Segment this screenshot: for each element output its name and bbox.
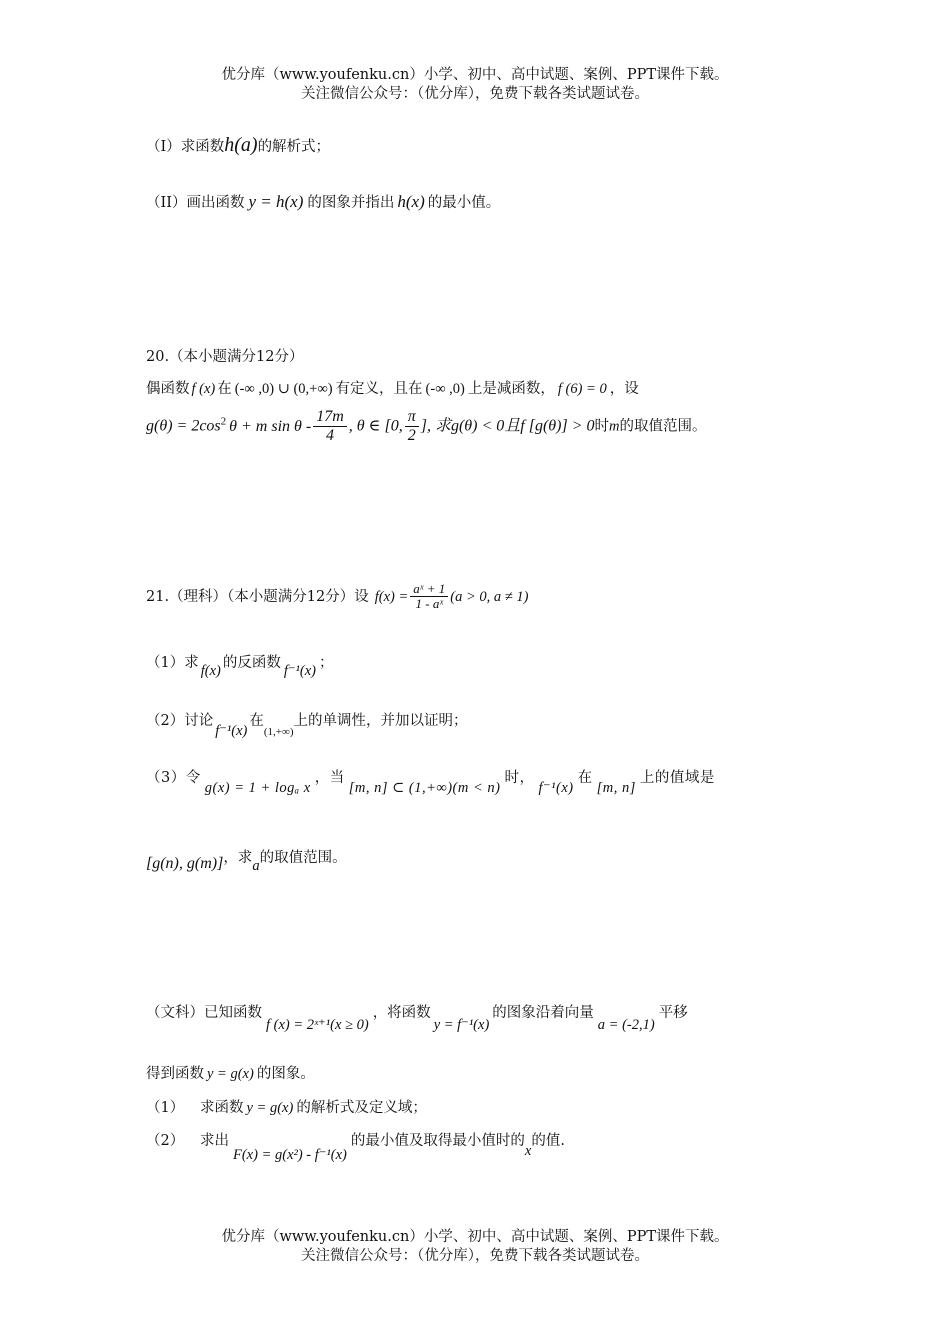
wenke-part1-text-b: 的解析式及定义域； <box>296 1100 427 1116</box>
q19-part2-label: （II）画出函数 <box>146 195 245 211</box>
q20-math-domain: (-∞ ,0) ∪ (0,+∞) <box>234 381 333 397</box>
q21-part2-math1: f⁻¹(x) <box>215 723 248 739</box>
q20-text-b: 在 <box>217 381 232 397</box>
q20-math-theta: , θ ∈ [0, <box>348 417 403 435</box>
q20-title: 20.（本小题满分12分） <box>146 349 304 365</box>
q21-part3-math2: [m, n] ⊂ (1,+∞)(m < n) <box>348 780 501 796</box>
q19-part2-math2: h(x) <box>397 192 425 211</box>
q20-pi-den: 2 <box>407 426 416 444</box>
wenke-line1 <box>146 1001 808 1033</box>
q21-part3-math3: f⁻¹(x) <box>538 780 574 796</box>
q20-fraction-pi <box>405 408 419 444</box>
wenke-l2-text-b: 的图象。 <box>256 1066 315 1082</box>
q21-f-fraction <box>410 582 448 612</box>
q21-part2-label: （2）讨论 <box>146 713 214 729</box>
footer-line-1: 优分库（www.youfenku.cn）小学、初中、高中试题、案例、PPT课件下载。 <box>221 1229 729 1245</box>
q20-math-interval: (-∞ ,0) <box>425 381 465 397</box>
q21-part3-cont <box>146 846 810 874</box>
q21-f-cond: (a > 0, a ≠ 1) <box>450 588 529 605</box>
q21-f-num: aˣ + 1 <box>410 582 448 597</box>
wenke-math-f: f (x) = 2ˣ⁺¹(x ≥ 0) <box>266 1017 369 1033</box>
q21-part3-text-d: 上的值域是 <box>639 770 715 786</box>
page-header <box>0 66 950 104</box>
q21-f-lhs: f(x) = <box>374 588 409 605</box>
wenke-math-finv: y = f⁻¹(x) <box>433 1017 490 1033</box>
q21-title: 21.（理科）（本小题满分12分）设 <box>146 588 369 605</box>
q20-fraction-17m <box>313 408 347 444</box>
q20-line1 <box>146 377 810 398</box>
header-line-2: 关注微信公众号：（优分库），免费下载各类试题试卷。 <box>301 86 649 102</box>
wenke-part2-text-c: 的值. <box>531 1133 565 1149</box>
q21-part1-tail: ； <box>318 655 334 671</box>
q21-f-den: 1 - aˣ <box>415 596 444 612</box>
q19-part2 <box>146 191 810 212</box>
q19-part1-tail: 的解析式； <box>257 139 331 155</box>
wenke-part1-math: y = g(x) <box>246 1100 294 1116</box>
q21-part3-math5: [g(n), g(m)] <box>146 855 224 872</box>
q20-math-g: g(θ) = 2cos <box>146 417 221 435</box>
q21-part3-math6: a <box>252 858 260 874</box>
wenke-part2-label: （2） <box>146 1133 185 1149</box>
q21-part3-label: （3）令 <box>146 770 201 786</box>
wenke-math-vector: a = (-2,1) <box>597 1017 655 1033</box>
q21-part1-math1: f(x) <box>200 663 221 679</box>
wenke-text-c: 的图象沿着向量 <box>492 1005 594 1021</box>
q20-text-c: 有定义，且在 <box>335 381 423 397</box>
q21-part2-tail: 上的单调性，并加以证明； <box>293 713 468 729</box>
q21-part3 <box>146 766 805 796</box>
q21-part3-text-e: ，求 <box>223 850 253 866</box>
q20-text-d: 上是减函数， <box>467 381 555 397</box>
q20-math-g2: θ + m sin θ - <box>229 417 312 435</box>
header-line-1: 优分库（www.youfenku.cn）小学、初中、高中试题、案例、PPT课件下载。 <box>221 67 729 83</box>
wenke-part2-text-a: 求出 <box>200 1133 229 1149</box>
q21-part1-mid: 的反函数 <box>222 655 281 671</box>
wenke-part2-math-x: x <box>524 1143 532 1159</box>
wenke-part2-text-b: 的最小值及取得最小值时的 <box>350 1133 525 1149</box>
q21-part3-text-f: 的取值范围。 <box>259 850 347 866</box>
q21-part2 <box>146 709 810 739</box>
q21-title-line <box>146 582 810 612</box>
q20-pi-num: π <box>405 408 419 427</box>
q19-part1-label: （I）求函数 <box>146 139 225 155</box>
q20-tail1: 时 <box>594 418 609 435</box>
q21-part2-mid: 在 <box>249 713 264 729</box>
wenke-l2-math: y = g(x) <box>207 1066 254 1082</box>
wenke-part1-label: （1） <box>146 1100 185 1116</box>
wenke-part2 <box>146 1129 810 1163</box>
footer-line-2: 关注微信公众号：（优分库），免费下载各类试题试卷。 <box>301 1248 649 1264</box>
wenke-part1 <box>146 1096 810 1117</box>
q19-part1 <box>146 134 810 157</box>
wenke-text-b: ，将函数 <box>372 1005 431 1021</box>
q21-part1-math2: f⁻¹(x) <box>283 663 316 679</box>
q20-math-cond: ], 求g(θ) < 0且f [g(θ)] > 0 <box>420 417 595 435</box>
q21-part3-text-b: 时， <box>504 770 535 786</box>
q20-math-fx: f (x) <box>191 381 216 397</box>
q20-math-m: m <box>609 418 620 435</box>
q19-part2-mid: 的图象并指出 <box>307 195 395 211</box>
q21-part1-label: （1）求 <box>146 655 199 671</box>
q21-part3-math4: [m, n] <box>596 780 636 796</box>
q21-part3-text-c: 在 <box>577 770 593 786</box>
page-footer <box>0 1228 950 1266</box>
wenke-line2 <box>146 1062 810 1083</box>
q21-part3-math1: g(x) = 1 + logₐ x <box>204 780 311 796</box>
q20-text-e: ，设 <box>609 381 639 397</box>
q19-part1-math: h(a) <box>224 134 258 156</box>
wenke-part1-text-a: 求函数 <box>200 1100 244 1116</box>
q20-frac-num: 17m <box>313 408 347 427</box>
q20-tail2: 的取值范围。 <box>619 418 707 435</box>
wenke-part2-math: F(x) = g(x²) - f⁻¹(x) <box>233 1147 347 1163</box>
wenke-l2-text-a: 得到函数 <box>146 1066 204 1082</box>
q21-part3-text-a: ，当 <box>314 770 345 786</box>
q20-math-f6: f (6) = 0 <box>557 381 607 397</box>
q20-line2 <box>146 408 810 444</box>
q19-part2-tail: 的最小值。 <box>427 195 501 211</box>
q20-math-sup: 2 <box>220 415 227 428</box>
q20-text-a: 偶函数 <box>146 381 190 397</box>
q21-part1 <box>146 651 810 679</box>
q21-part2-math2: (1,+∞) <box>263 726 294 738</box>
q20-frac-den: 4 <box>326 426 334 444</box>
wenke-text-d: 平移 <box>658 1005 688 1021</box>
q19-part2-math1: y = h(x) <box>248 192 304 211</box>
wenke-text-a: （文科）已知函数 <box>146 1005 262 1021</box>
